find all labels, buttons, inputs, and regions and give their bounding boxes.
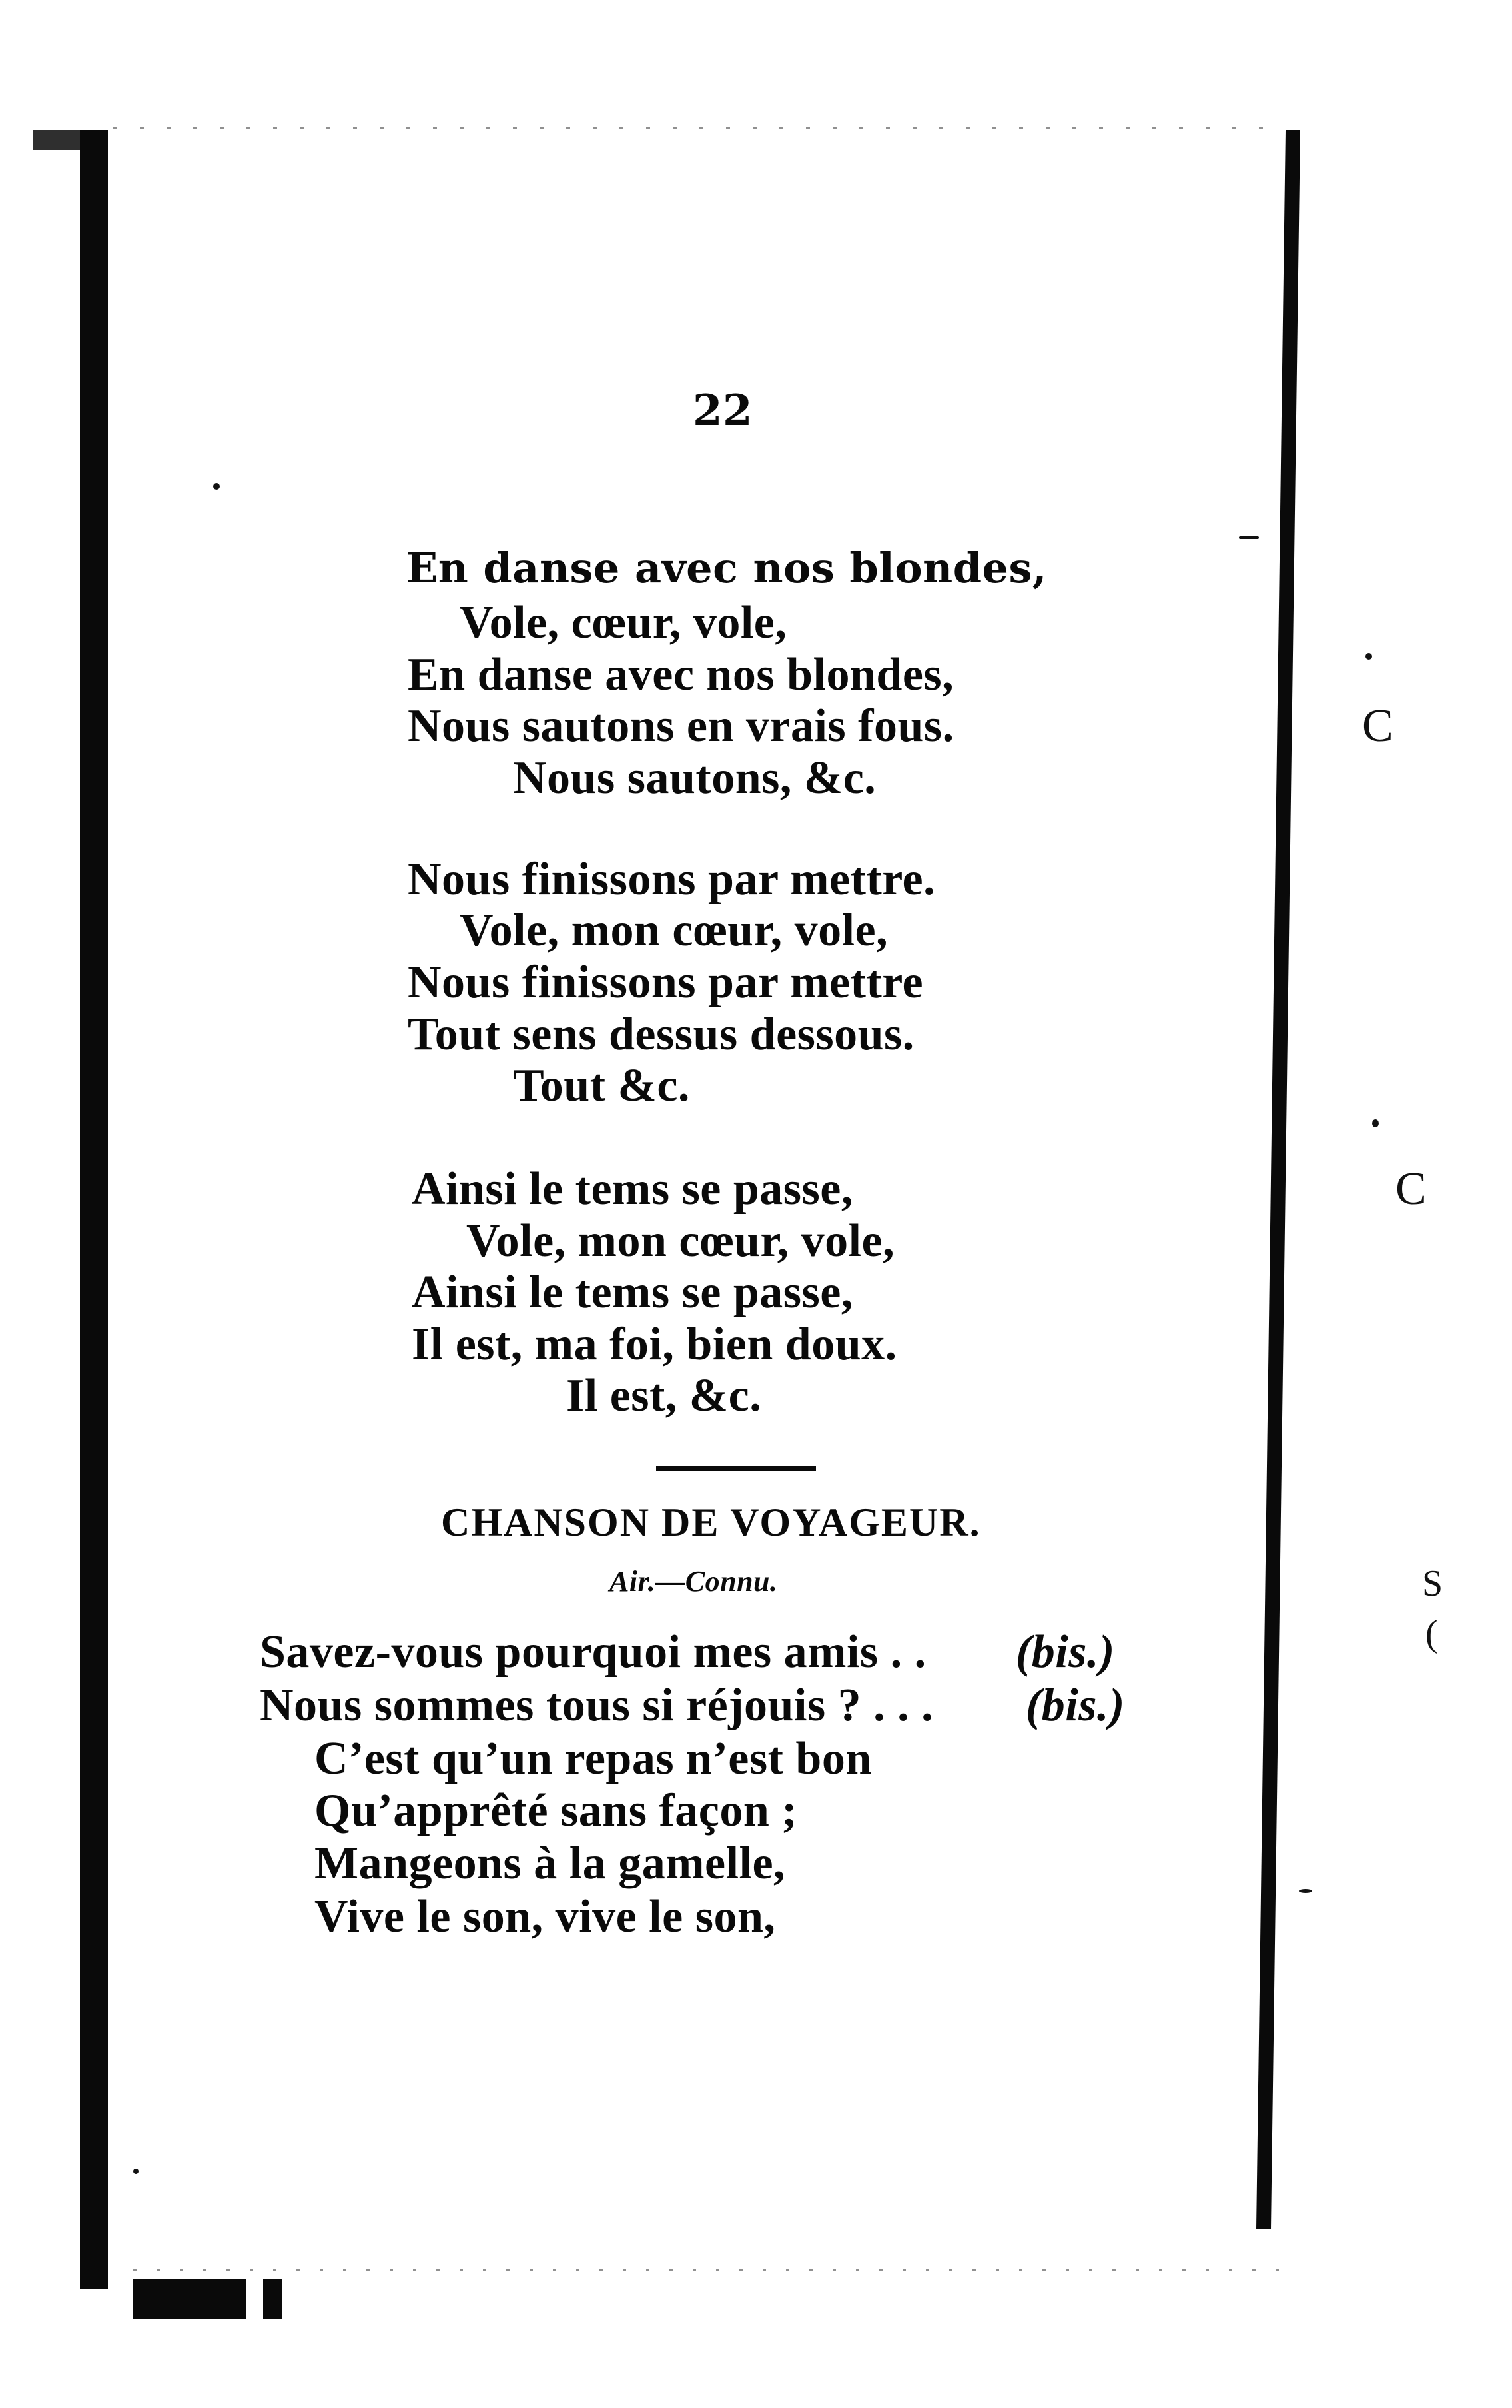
left-corner-smudge (33, 130, 107, 150)
verse-line: Mangeons à la gamelle, (314, 1838, 786, 1889)
refrain-line (260, 1626, 1115, 1678)
right-page-edge (1256, 130, 1300, 2229)
song-title: CHANSON DE VOYAGEUR. (441, 1501, 981, 1544)
verse-line: En danse avec nos blondes, (408, 649, 954, 700)
verse-line: Ainsi le tems se passe, (412, 1163, 853, 1215)
scan-speck (213, 483, 220, 490)
margin-letter-4: ( (1425, 1613, 1438, 1654)
verse-line: Vive le son, vive le son, (314, 1891, 776, 1942)
verse-line: Il est, &c. (566, 1370, 762, 1421)
verse-line: Vole, mon cœur, vole, (460, 905, 889, 956)
refrain-text: Savez-vous pourquoi mes amis . . (260, 1626, 927, 1678)
section-divider (656, 1466, 816, 1471)
scan-speck (133, 2169, 139, 2174)
bottom-left-smudge-2 (263, 2279, 282, 2319)
left-binding-edge (80, 130, 108, 2289)
verse-line: Vole, mon cœur, vole, (466, 1215, 895, 1267)
verse-line: Ainsi le tems se passe, (412, 1267, 853, 1318)
refrain-line (260, 1680, 1125, 1731)
scan-speck (1372, 1119, 1379, 1127)
verse-line: Tout sens dessus dessous. (408, 1009, 915, 1060)
verse-line: En danse avec nos blondes, (406, 544, 1047, 592)
verse-line: Il est, ma foi, bien doux. (412, 1319, 897, 1370)
scan-speck (1239, 536, 1259, 539)
bottom-edge-noise (133, 2269, 1299, 2271)
verse-line: Vole, cœur, vole, (460, 597, 787, 648)
bottom-left-smudge (133, 2279, 246, 2319)
verse-line: C’est qu’un repas n’est bon (314, 1733, 872, 1784)
verse-line: Tout &c. (513, 1060, 690, 1111)
scan-speck (1365, 653, 1372, 660)
verse-line: Nous sautons en vrais fous. (408, 700, 954, 752)
scan-speck (1299, 1889, 1312, 1893)
verse-line: Nous finissons par mettre. (408, 854, 936, 905)
margin-letter-3: S (1422, 1563, 1443, 1604)
verse-line: Nous finissons par mettre (408, 957, 924, 1008)
song-air: Air.—Connu. (609, 1565, 778, 1598)
refrain-text: Nous sommes tous si réjouis ? . . . (260, 1680, 934, 1731)
verse-line: Nous sautons, &c. (513, 752, 877, 804)
page-number: 22 (693, 386, 753, 436)
top-edge-noise (113, 127, 1279, 129)
margin-letter-2: C (1395, 1163, 1427, 1215)
bis-mark: (bis.) (1016, 1626, 1115, 1678)
verse-line: Qu’apprêté sans façon ; (314, 1785, 798, 1836)
margin-letter-1: C (1362, 700, 1393, 752)
bis-mark: (bis.) (1026, 1680, 1125, 1731)
